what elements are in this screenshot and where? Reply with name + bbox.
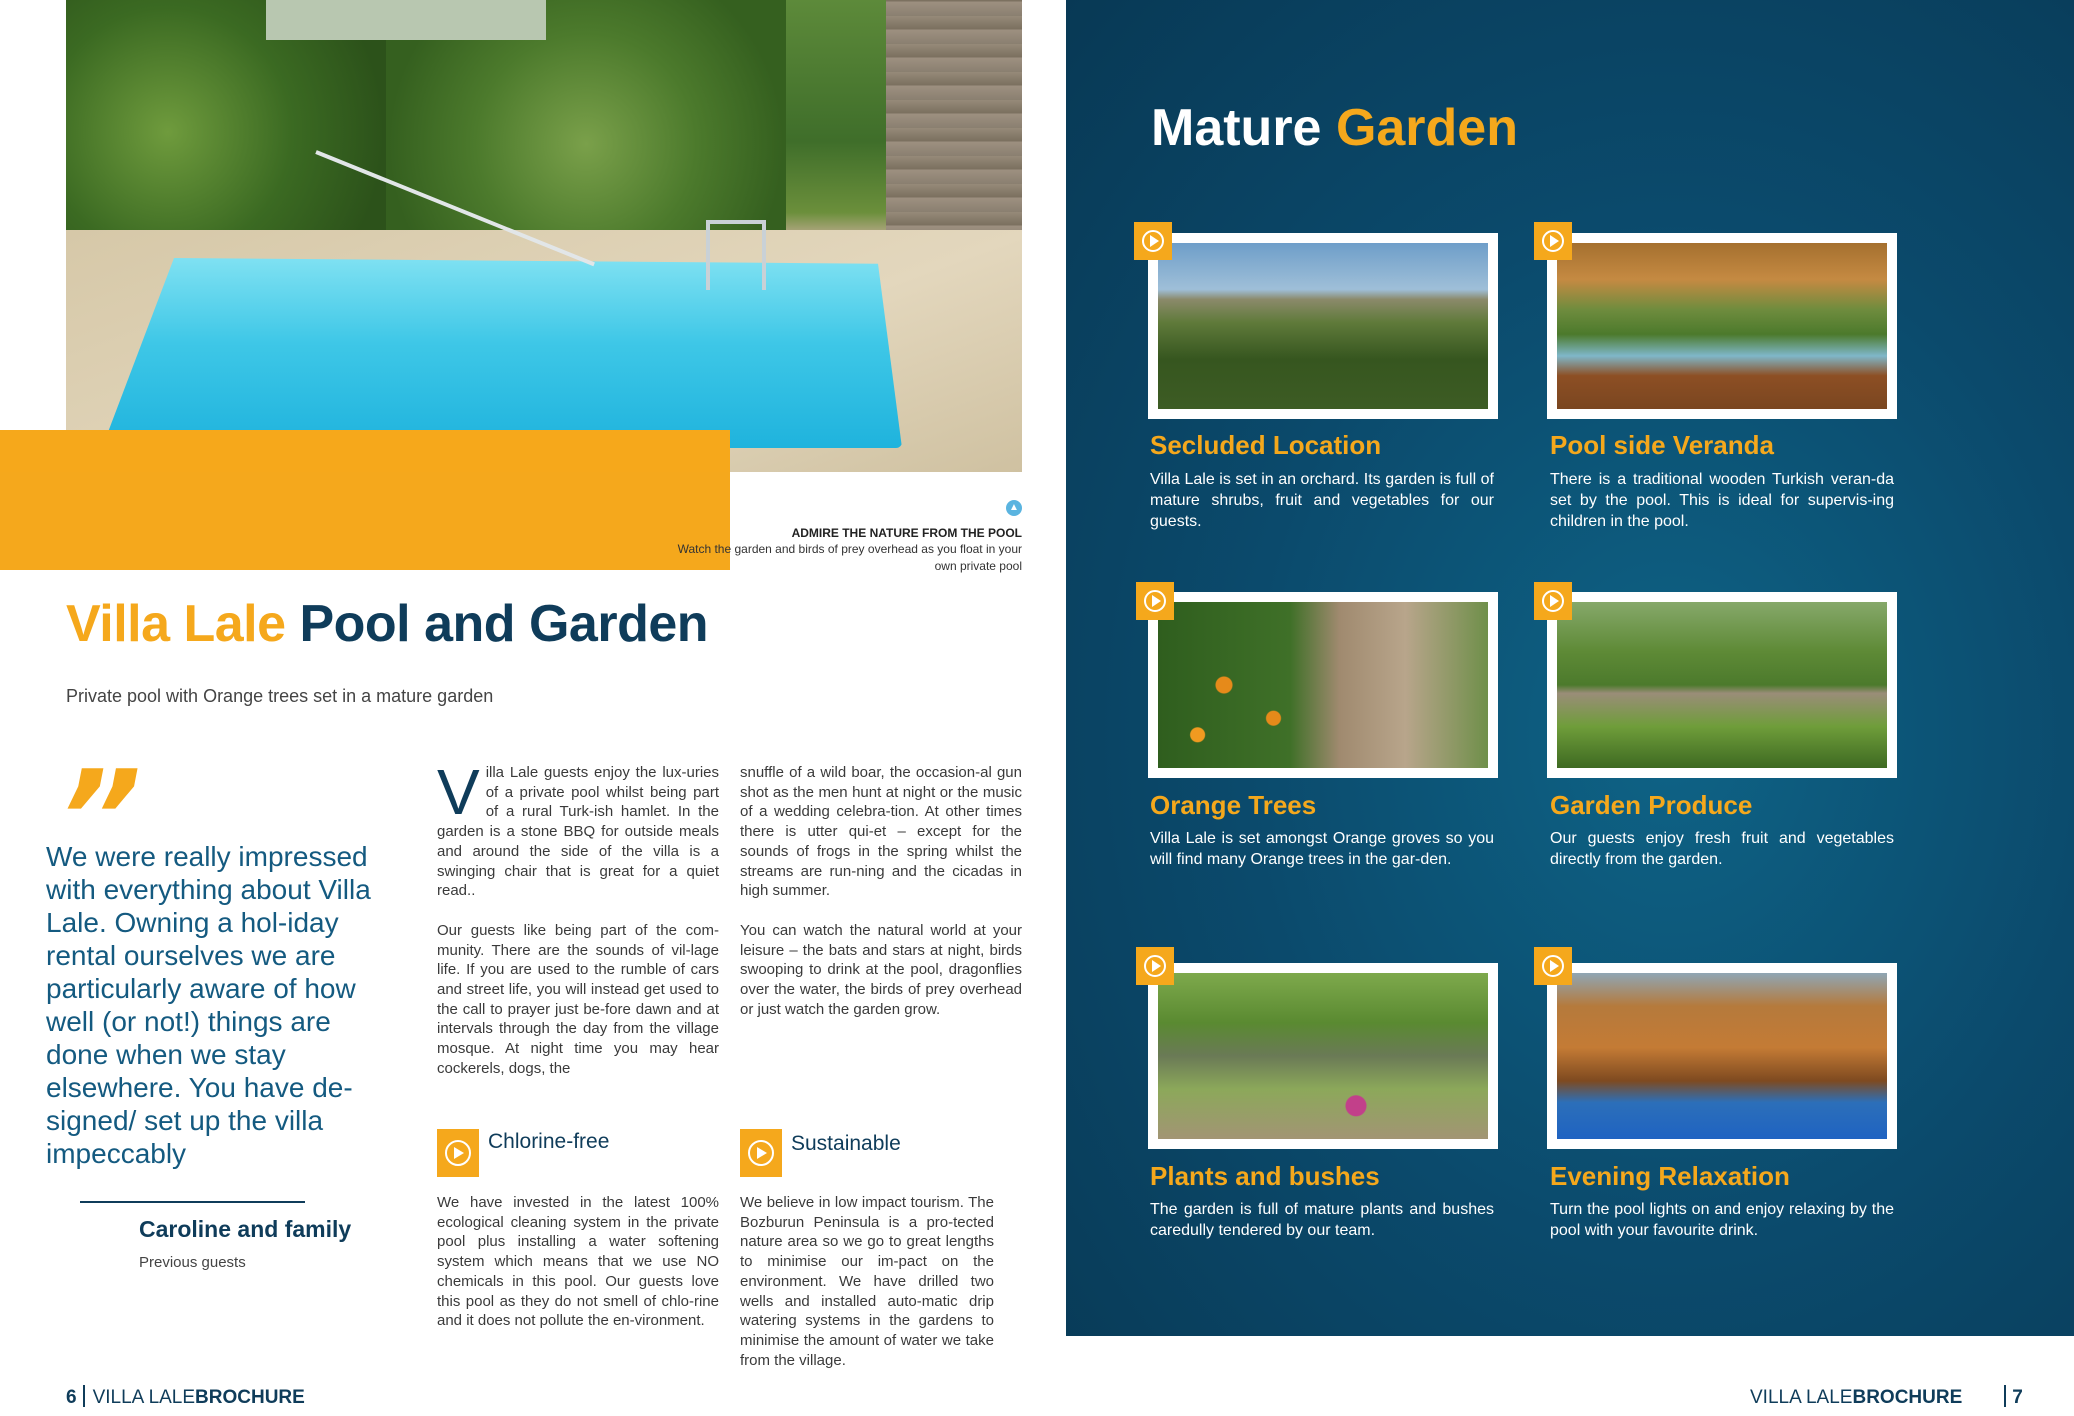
testimonial-author: Caroline and family <box>139 1216 352 1242</box>
orange-accent-overlay <box>0 430 730 472</box>
card-photo-plants <box>1148 963 1498 1149</box>
card-photo-veranda <box>1547 233 1897 419</box>
card-photo-evening <box>1547 963 1897 1149</box>
body-column-2 <box>740 763 1022 1039</box>
section-title <box>1151 96 1518 160</box>
body-paragraph: You can watch the natural world at your leisure – the bats and stars at night, birds swooping to drink at the pool, dragonflies over the water, the birds of prey overhead or just watch the garden grow. <box>740 921 1022 1018</box>
footer-right <box>1750 1385 2023 1409</box>
card-text-evening: Turn the pool lights on and enjoy relaxing by the pool with your favourite drink. <box>1550 1201 1894 1239</box>
card-heading-plants: Plants and bushes <box>1150 1161 1380 1191</box>
testimonial-quote: We were really impressed with everything about Villa Lale. Owning a hol-iday rental ourselves we are particularly aware of how well (or not!) things are done when we stay elsewhere. You have de-signed/ set up the villa impeccably <box>46 841 371 1169</box>
body-column-1 <box>437 756 719 1099</box>
card-heading-veranda: Pool side Veranda <box>1550 430 1774 460</box>
play-circle-icon <box>740 1129 782 1177</box>
section-title-part1: Mature <box>1151 99 1322 157</box>
card-photo-orange-trees <box>1148 592 1498 778</box>
footer-left <box>66 1385 305 1409</box>
play-circle-icon <box>1136 582 1174 620</box>
page-title-part2: Pool and Garden <box>299 595 709 653</box>
card-text-secluded: Villa Lale is set in an orchard. Its garden is full of mature shrubs, fruit and vegetables for our guests. <box>1150 471 1494 530</box>
feature-text-sustainable: We believe in low impact tourism. The Bozburun Peninsula is a pro-tected nature area so we go to great lengths to minimise our im-pact on the environment. We have drilled two wells and installed auto-matic drip watering systems in the gardens to minimise the amount of water we take from the village. <box>740 1194 994 1369</box>
footer-brand: VILLA LALE <box>1750 1387 1853 1408</box>
body-paragraph: Our guests like being part of the com-munity. There are the sounds of vil-lage life. If you are used to the rumble of cars and street life, you will instead get used to the call to prayer just be-fore dawn and at intervals through the day from the village mosque. At night time you may hear cockerels, dogs, the <box>437 921 719 1077</box>
footer-brand-bold: BROCHURE <box>195 1387 305 1408</box>
page-subtitle: Private pool with Orange trees set in a mature garden <box>66 686 494 706</box>
footer-brand: VILLA LALE <box>92 1387 196 1408</box>
photo-caption-text: Watch the garden and birds of prey overhead as you float in your own private pool <box>677 542 1022 573</box>
page-title-part1: Villa Lale <box>66 595 286 653</box>
play-circle-icon <box>1534 947 1572 985</box>
body-paragraph: snuffle of a wild boar, the occasion-al gun shot as the men hunt at night or the music of a wedding celebra-tion. At other times there is utter qui-et – except for the sounds of frogs in the spring whilst the streams are run-ning and the cicadas in high summer. <box>740 764 1022 900</box>
page-title <box>66 592 708 656</box>
page-number: 7 <box>2012 1387 2023 1408</box>
quote-divider <box>80 1201 305 1203</box>
testimonial-role: Previous guests <box>139 1254 246 1271</box>
card-heading-secluded: Secluded Location <box>1150 430 1382 460</box>
card-text-garden-produce: Our guests enjoy fresh fruit and vegetables directly from the garden. <box>1550 830 1894 868</box>
card-photo-garden-produce <box>1547 592 1897 778</box>
card-heading-orange-trees: Orange Trees <box>1150 790 1317 820</box>
card-heading-evening: Evening Relaxation <box>1550 1161 1790 1191</box>
play-circle-icon <box>437 1129 479 1177</box>
page-number: 6 <box>66 1387 77 1408</box>
card-photo-secluded <box>1148 233 1498 419</box>
card-text-plants: The garden is full of mature plants and bushes caredully tendered by our team. <box>1150 1201 1494 1239</box>
play-circle-icon <box>1134 222 1172 260</box>
play-circle-icon <box>1534 582 1572 620</box>
card-text-veranda: There is a traditional wooden Turkish veran-da set by the pool. This is ideal for supervis-ing children in the pool. <box>1550 471 1894 530</box>
card-text-orange-trees: Villa Lale is set amongst Orange groves so you will find many Orange trees in the gar-den. <box>1150 830 1494 868</box>
feature-text-chlorine-free: We have invested in the latest 100% ecological cleaning system in the private pool plus installing a water softening system which means that we use NO chemicals in this pool. Our guests love this pool as they do not smell of chlo-rine and it does not pollute the en-vironment. <box>437 1194 719 1330</box>
feature-heading-sustainable: Sustainable <box>791 1132 901 1155</box>
footer-brand-bold: BROCHURE <box>1852 1387 1963 1408</box>
quote-mark-icon: ” <box>58 742 142 894</box>
triangle-up-icon: ▲ <box>1006 500 1022 516</box>
card-heading-garden-produce: Garden Produce <box>1550 790 1753 820</box>
dropcap: V <box>437 756 480 828</box>
section-title-part2: Garden <box>1335 99 1518 157</box>
photo-caption-title: ADMIRE THE NATURE FROM THE POOL <box>791 526 1022 540</box>
feature-heading-chlorine-free: Chlorine-free <box>488 1130 610 1153</box>
body-paragraph: illa Lale guests enjoy the lux-uries of a private pool whilst being part of a rural Turk-ish hamlet. In the garden is a stone BBQ for outside meals and around the side of the villa is a swinging chair that is great for a quiet read.. <box>437 764 719 900</box>
play-circle-icon <box>1534 222 1572 260</box>
play-circle-icon <box>1136 947 1174 985</box>
hero-pool-photo <box>66 0 1022 472</box>
